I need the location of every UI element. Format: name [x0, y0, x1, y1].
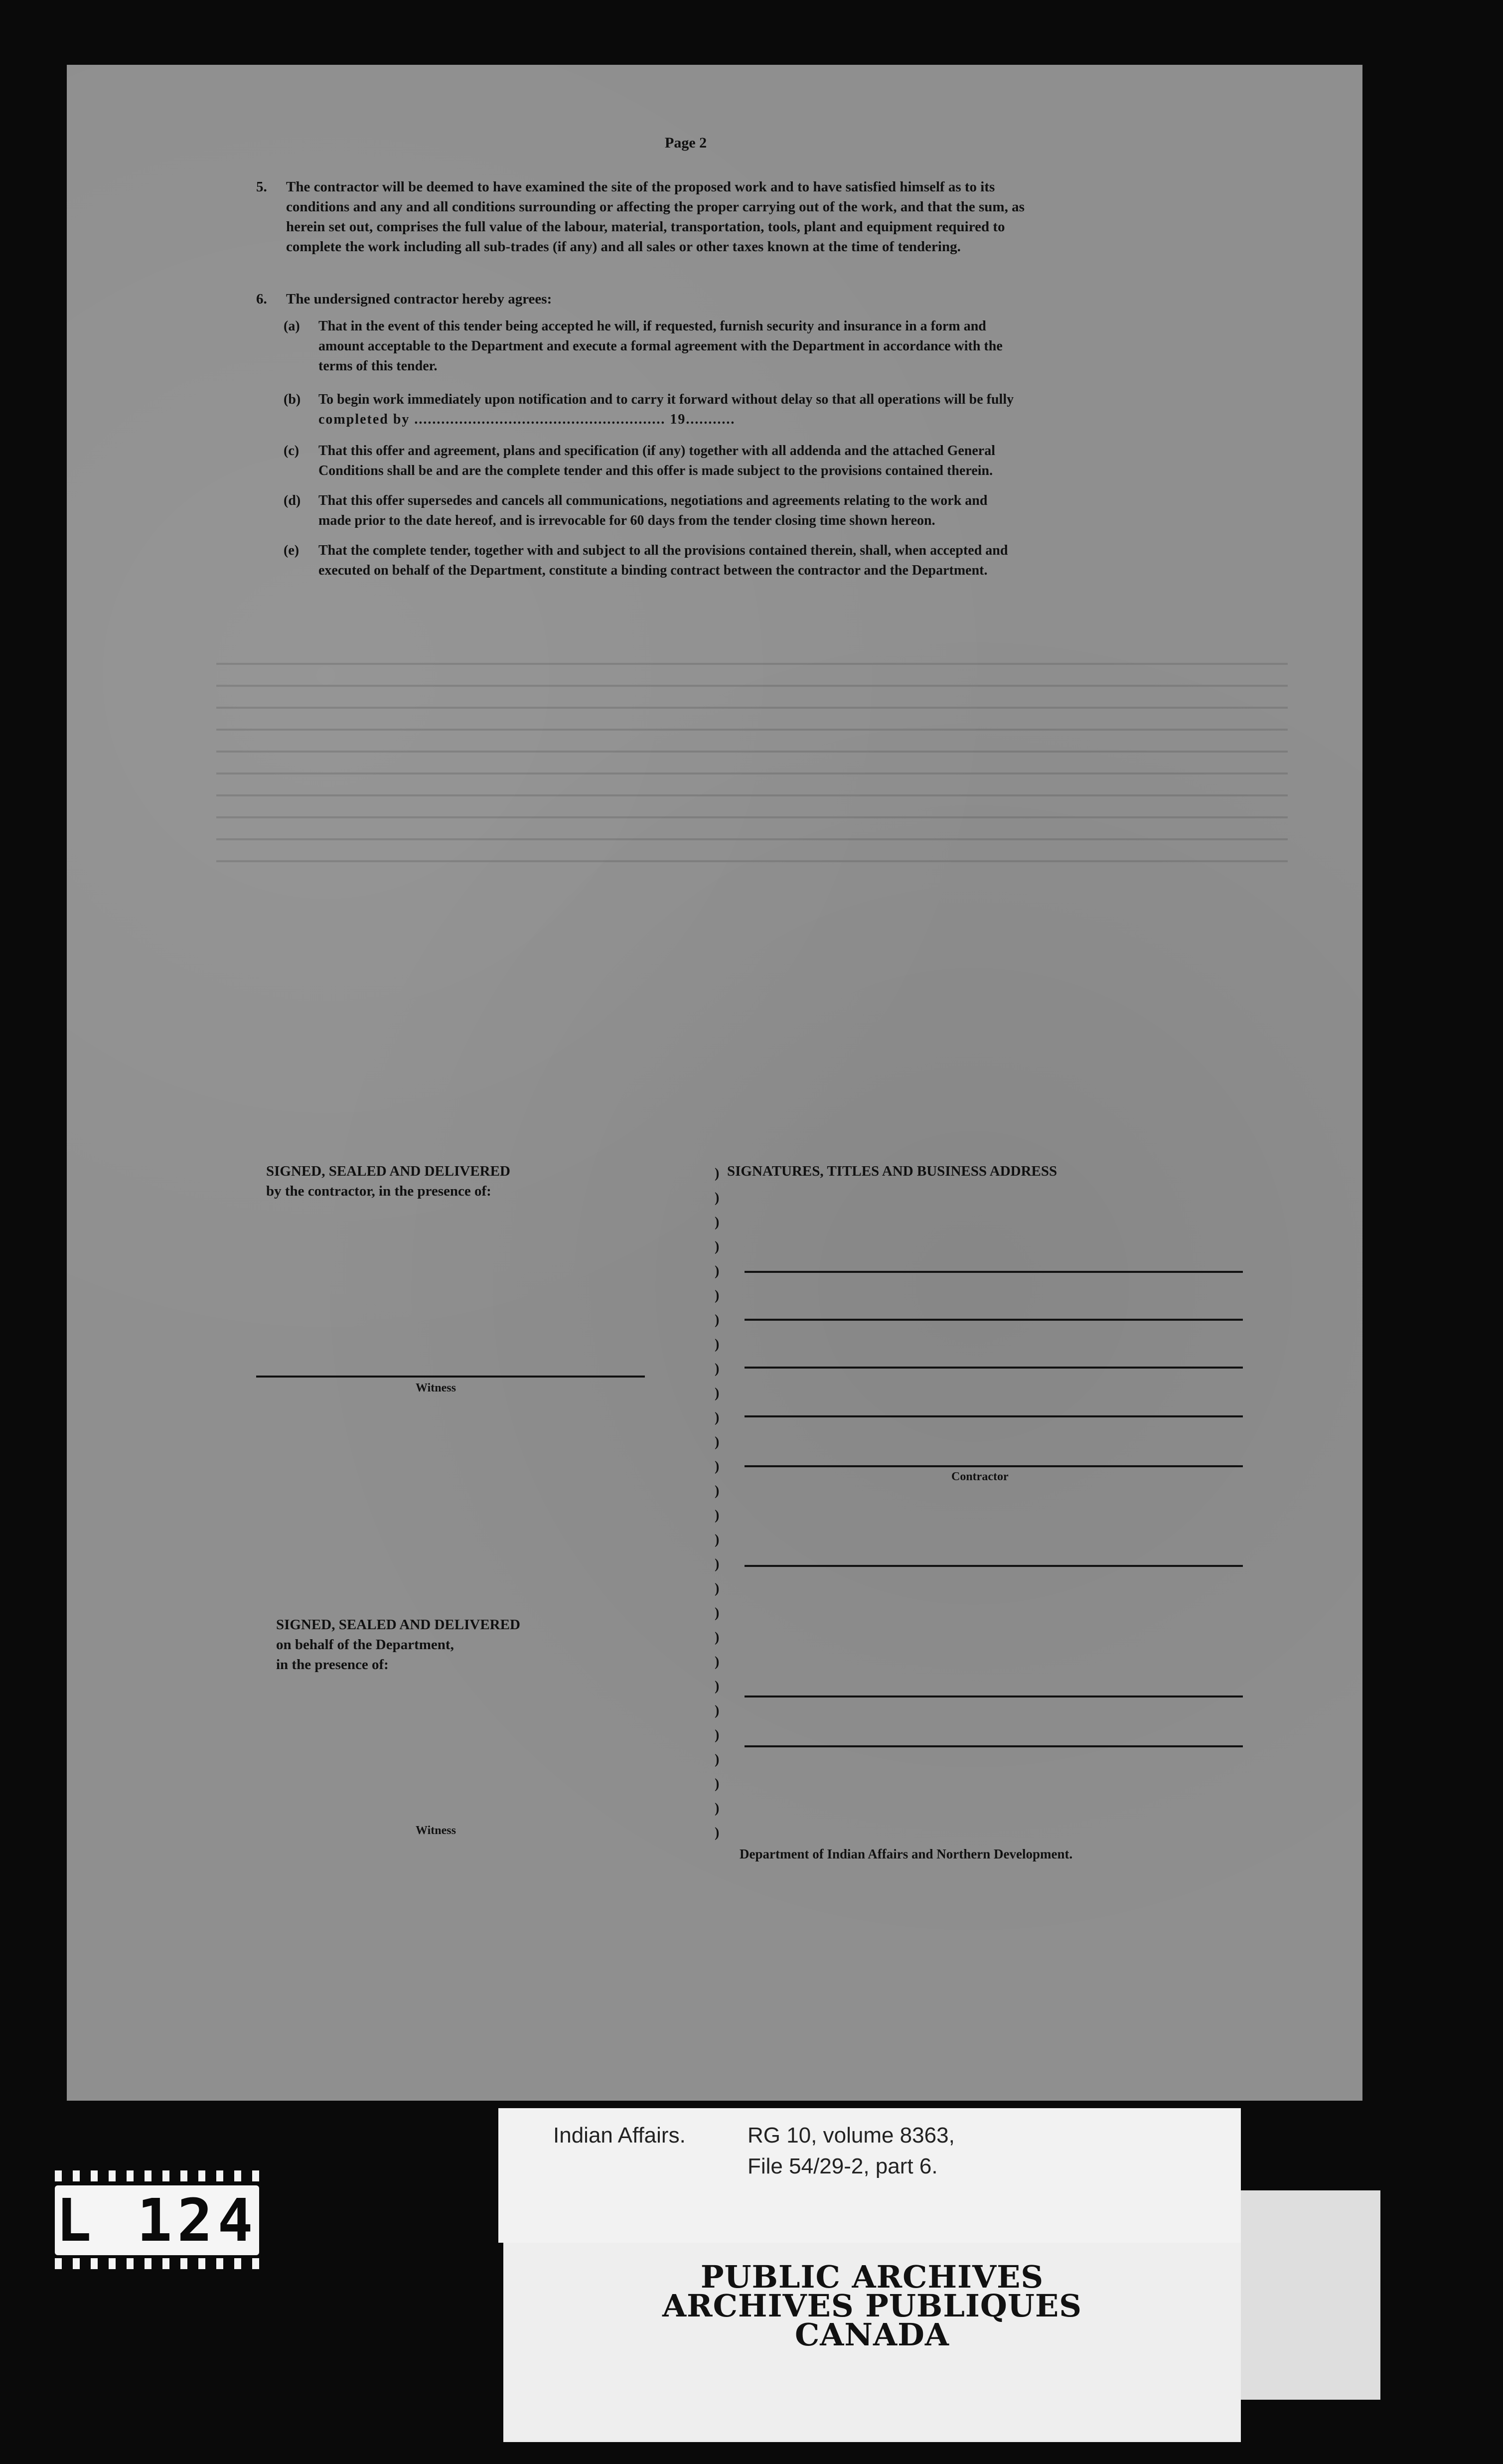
archive-source: Indian Affairs. — [553, 2123, 686, 2148]
department-name: Department of Indian Affairs and Northern Development. — [740, 1847, 1073, 1861]
paren: ) — [715, 1337, 720, 1352]
paren: ) — [715, 1532, 720, 1547]
item-line: amount acceptable to the Department and execute a formal agreement with the Department in accordance with the — [318, 338, 1003, 354]
paren: ) — [715, 1752, 720, 1767]
film-frame-number: L 124 — [55, 2185, 259, 2255]
archive-reference-line-1: RG 10, volume 8363, — [748, 2123, 955, 2148]
paren: ) — [715, 1263, 720, 1279]
paren: ) — [715, 1801, 720, 1816]
clause-5-line: complete the work including all sub-trades (if any) and all sales or other taxes known at the time of tendering. — [286, 239, 961, 255]
parenthesis-column — [715, 1161, 719, 1845]
contractor-witness-line — [256, 1376, 645, 1378]
item-line: terms of this tender. — [318, 358, 438, 374]
archive-stamp — [503, 2243, 1241, 2353]
item-line: That in the event of this tender being accepted he will, if requested, furnish security and insurance in a form and — [318, 318, 986, 334]
item-label: (a) — [284, 318, 300, 334]
clause-5-number: 5. — [256, 179, 267, 195]
paren: ) — [715, 1581, 720, 1596]
paren: ) — [715, 1776, 720, 1792]
clause-6-heading: The undersigned contractor hereby agrees: — [286, 291, 552, 307]
paren: ) — [715, 1434, 720, 1450]
signature-line — [745, 1565, 1243, 1567]
contractor-label: Contractor — [951, 1470, 1009, 1483]
contractor-signed-heading — [266, 1161, 510, 1201]
completion-date-field: completed by ........................................................ 19........... — [318, 412, 736, 427]
signature-line — [745, 1319, 1243, 1321]
paren: ) — [715, 1483, 720, 1499]
item-label: (e) — [284, 543, 300, 558]
paren: ) — [715, 1386, 720, 1401]
item-line: Conditions shall be and are the complete tender and this offer is made subject to the provisions contained therein. — [318, 463, 993, 478]
paren: ) — [715, 1605, 720, 1621]
paren: ) — [715, 1239, 720, 1254]
stamp-line: ARCHIVES PUBLIQUES — [662, 2288, 1082, 2324]
paren: ) — [715, 1288, 720, 1303]
heading-line: SIGNED, SEALED AND DELIVERED — [266, 1163, 510, 1179]
item-label: (d) — [284, 493, 301, 508]
clause-6-item-d — [284, 491, 1295, 531]
stamp-line: PUBLIC ARCHIVES — [700, 2259, 1044, 2295]
clause-6-item-e — [284, 541, 1295, 581]
bleed-through-texture — [216, 643, 1288, 1191]
paren: ) — [715, 1190, 720, 1206]
paren: ) — [715, 1556, 720, 1572]
clause-6-number: 6. — [256, 291, 267, 307]
paren: ) — [715, 1679, 720, 1694]
signature-line — [745, 1367, 1243, 1369]
signature-line — [745, 1271, 1243, 1273]
item-line: That the complete tender, together with and subject to all the provisions contained therein, shall, when accepted and — [318, 543, 1008, 558]
item-line: To begin work immediately upon notification and to carry it forward without delay so that all operations will be fully — [318, 392, 1014, 407]
page-title: Page 2 — [665, 135, 707, 151]
item-line: executed on behalf of the Department, constitute a binding contract between the contractor and the Department. — [318, 563, 988, 578]
heading-line: in the presence of: — [276, 1657, 389, 1673]
paren: ) — [715, 1508, 720, 1523]
paren: ) — [715, 1361, 720, 1377]
paren: ) — [715, 1703, 720, 1718]
paren: ) — [715, 1410, 720, 1425]
signatures-heading: SIGNATURES, TITLES AND BUSINESS ADDRESS — [727, 1163, 1057, 1179]
heading-line: on behalf of the Department, — [276, 1637, 454, 1653]
clause-6 — [256, 289, 1283, 309]
clause-5-line: conditions and any and all conditions surrounding or affecting the proper carrying out of the work, and that the sum, as — [286, 199, 1025, 215]
contractor-signature-line — [745, 1465, 1243, 1467]
stamp-line: CANADA — [794, 2316, 950, 2353]
contractor-witness-label: Witness — [416, 1382, 456, 1394]
paren: ) — [715, 1825, 720, 1841]
clause-5-line: The contractor will be deemed to have examined the site of the proposed work and to have satisfied himself as to its — [286, 179, 995, 195]
paren: ) — [715, 1459, 720, 1474]
paren: ) — [715, 1166, 720, 1181]
signature-line — [745, 1415, 1243, 1417]
clause-5 — [256, 177, 1293, 257]
film-perforations-bottom — [55, 2258, 259, 2271]
clause-6-item-b — [284, 390, 1295, 430]
clause-6-item-c — [284, 441, 1295, 481]
paren: ) — [715, 1654, 720, 1670]
archive-reference-line-2: File 54/29-2, part 6. — [748, 2154, 938, 2178]
heading-line: by the contractor, in the presence of: — [266, 1183, 491, 1199]
item-label: (b) — [284, 392, 301, 407]
film-perforations-top — [55, 2170, 259, 2183]
archive-stamp-card — [503, 2243, 1241, 2442]
paren: ) — [715, 1215, 720, 1230]
signature-line — [745, 1695, 1243, 1697]
heading-line: SIGNED, SEALED AND DELIVERED — [276, 1617, 520, 1633]
item-line: That this offer and agreement, plans and specification (if any) together with all addenda and the attached General — [318, 443, 996, 459]
department-witness-label: Witness — [416, 1824, 456, 1837]
archive-reference-label — [498, 2108, 1241, 2243]
paren: ) — [715, 1630, 720, 1645]
item-label: (c) — [284, 443, 300, 459]
department-signed-heading — [276, 1615, 520, 1675]
clause-5-line: herein set out, comprises the full value of the labour, material, transportation, tools, plant and equipment required to — [286, 219, 1005, 235]
paren: ) — [715, 1727, 720, 1743]
clause-6-item-a — [284, 316, 1295, 376]
paren: ) — [715, 1312, 720, 1328]
signature-line — [745, 1745, 1243, 1747]
document-page — [67, 65, 1362, 2101]
item-line: made prior to the date hereof, and is irrevocable for 60 days from the tender closing time shown hereon. — [318, 513, 935, 528]
item-line: That this offer supersedes and cancels all communications, negotiations and agreements relating to the work and — [318, 493, 988, 508]
